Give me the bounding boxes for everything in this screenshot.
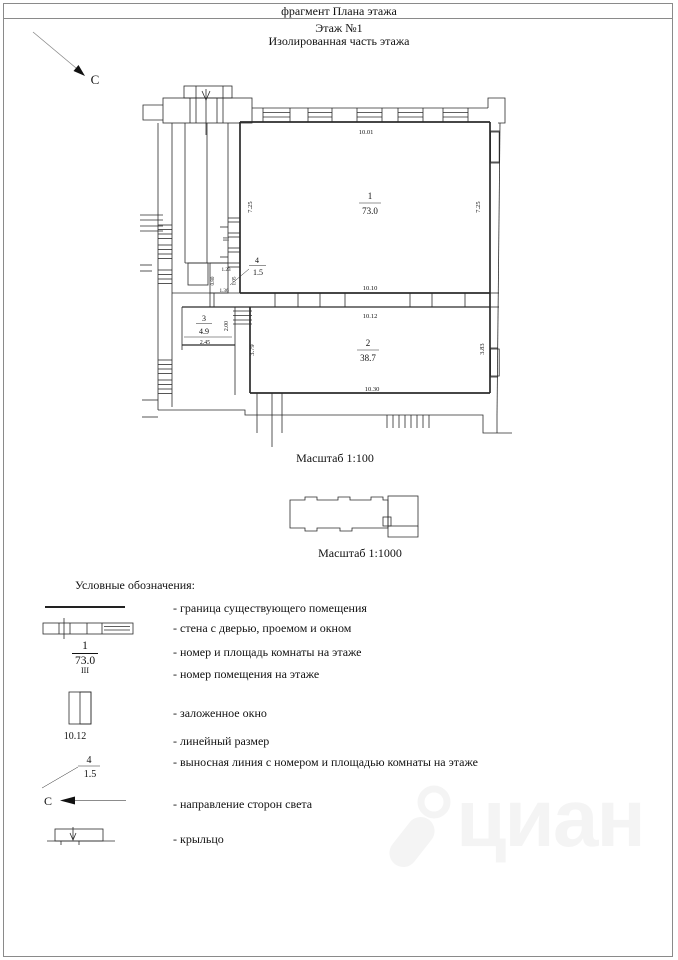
legend-item-cardinal: - направление сторон света [173,797,313,811]
room-1-number: 1 [367,191,373,201]
watermark-text [456,772,644,866]
room-3-area: 4.9 [199,327,209,336]
unit-number-symbol: III [81,666,89,675]
floor-plan-drawing [140,85,530,450]
unit-number-label: III [223,237,229,243]
top-wall-windows [263,108,468,122]
room-3-number: 3 [202,314,206,323]
page-title: фрагмент Плана этажа [281,4,397,18]
walls [140,86,512,447]
dim-r3-width: 2.45 [199,340,211,346]
dim-bottom: 10.30 [364,386,380,393]
watermark-logo-icon [388,780,458,880]
legend-leader-num: 4 [86,755,92,766]
legend-item-wall: - стена с дверью, проемом и окном [173,621,352,635]
plan-scale-label: Масштаб 1:100 [296,451,374,465]
legend-item-linear-dim: - линейный размер [173,734,270,748]
floor-label: Этаж №1 [315,21,363,35]
legend-item-leader: - выносная линия с номером и площадью комнаты на этаже [173,755,478,769]
cardinal-direction-symbol [38,792,148,812]
leader-line-symbol [40,750,110,790]
left-wall-windows [158,225,172,394]
linear-dimension-symbol: 10.12 [63,731,87,742]
dim-r4-bottom: 1.36 [219,288,229,294]
legend-item-blocked-window: - заложенное окно [173,706,267,720]
wall-door-window-symbol [42,617,137,641]
site-plan-drawing [285,488,435,546]
room-number-area-symbol [55,640,115,667]
blocked-window-symbol [68,691,98,727]
dim-mid-upper: 10.10 [362,285,378,292]
legend-item-unit-number: - номер помещения на этаже [173,667,320,681]
isolated-part-hatch [388,496,418,526]
legend-leader-area: 1.5 [83,769,97,780]
room-2-number: 2 [365,338,371,348]
legend-north-label: С [43,794,53,808]
legend-room-num: 1 [82,640,88,652]
legend-room-area: 73.0 [74,655,96,668]
blocked-window-upper [491,132,500,162]
room-1-area: 73.0 [362,206,378,216]
legend-item-porch: - крыльцо [173,832,224,846]
watermark [388,780,648,895]
dim-r4-top: 1.23 [221,267,231,273]
dim-r4-left: 0.80 [210,276,216,286]
north-arrow-icon [25,28,120,93]
floor-part-label: Изолированная часть этажа [268,34,410,48]
dim-r3-height: 2.00 [224,320,230,332]
north-label: С [90,72,100,87]
site-scale-label: Масштаб 1:1000 [318,546,402,560]
dim-top: 10.01 [358,129,374,136]
dim-right: 7.25 [475,201,482,213]
dim-left: 7.25 [247,201,254,213]
porch-symbol [45,827,125,851]
dim-r2-right: 3.83 [479,343,486,355]
dim-mid-lower: 10.12 [362,313,378,320]
legend-title: Условные обозначения: [75,578,196,592]
room-2-area: 38.7 [360,353,376,363]
boundary-line-symbol [45,606,125,608]
room-4-closet [188,263,208,285]
legend-item-boundary: - граница существующего помещения [173,601,367,615]
legend-item-room-number: - номер и площадь комнаты на этаже [173,645,362,659]
dim-r4-right: 1.05 [231,276,238,286]
room-4-number: 4 [255,256,259,265]
dim-r2-left: 3.79 [249,344,256,356]
room-4-area: 1.5 [253,268,263,277]
bottom-porch-steps [387,415,429,428]
